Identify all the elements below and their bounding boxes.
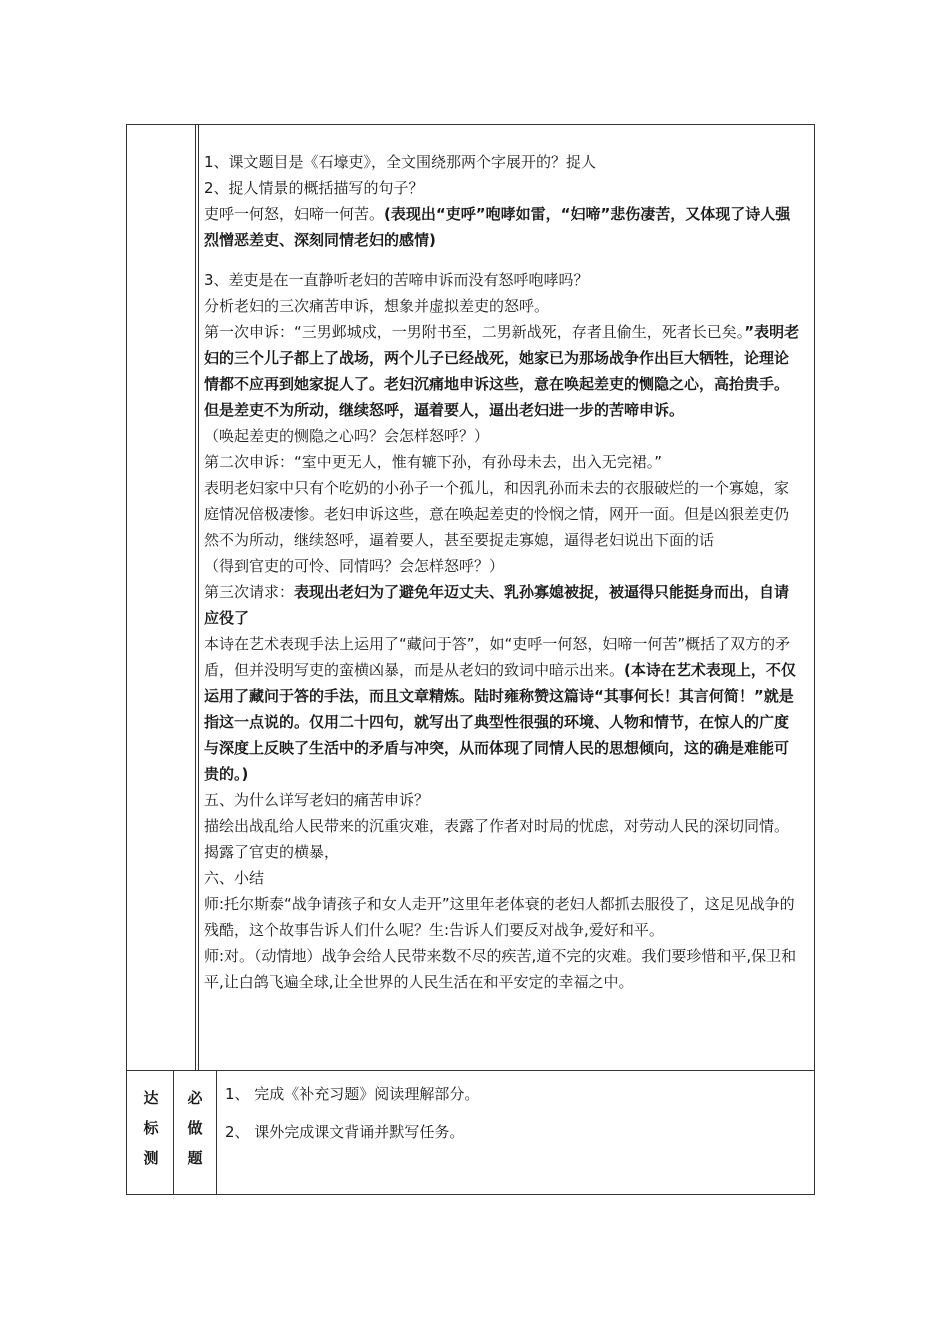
label-char: 做: [187, 1119, 203, 1137]
second-plea-analysis: 表明老妇家中只有个吃奶的小孙子一个孤儿，和因乳孙而未去的衣服破烂的一个寡媳，家庭情况倍极凄惨。老妇申诉这些，意在唤起差吏的怜悯之情，网开一面。但是凶狠差吏仍然不为所动，继续怒呼，逼着要人，甚至要捉走寡媳，逼得老妇说出下面的话: [204, 479, 790, 549]
label-char: 达: [143, 1089, 159, 1107]
first-plea-quote: 第一次申诉：“三男邺城戍，一男附书至，二男新战死，存者且偷生，死者长已矣。: [204, 323, 745, 341]
question-5: 五、为什么详写老妇的痛苦申诉？: [204, 791, 430, 809]
label-char: 测: [143, 1149, 159, 1167]
label-char: 题: [187, 1149, 203, 1167]
question-2: 2、捉人情景的概括描写的句子？: [204, 179, 424, 197]
third-plea: [204, 579, 802, 631]
question-3-intro: 分析老妇的三次痛苦申诉，想象并虚拟差吏的怒呼。: [204, 297, 550, 315]
question-3: 3、差吏是在一直静听老妇的苦啼申诉而没有怒呼咆哮吗？: [204, 271, 589, 289]
second-plea-quote: 第二次申诉：“室中更无人，惟有辘下孙，有孙母未去，出入无完裙。”: [204, 453, 663, 471]
summary-dialogue-2: 师:对。（动情地）战争会给人民带来数不尽的疾苦,道不完的灾难。我们要珍惜和平,保卫和平,让白鸽飞遍全球,让全世界的人民生活在和平安定的幸福之中。: [204, 947, 797, 991]
first-plea: [204, 319, 802, 423]
lesson-content: [204, 149, 802, 995]
question-1: 1、课文题目是《石壕吏》，全文围绕那两个字展开的？捉人: [204, 153, 597, 171]
art-analysis: [204, 631, 802, 787]
first-plea-question: （唤起差吏的恻隐之心吗？会怎样怒呼？）: [204, 427, 490, 445]
task-1: 1、 完成《补充习题》阅读理解部分。: [225, 1085, 480, 1103]
section-label-right: [175, 1083, 215, 1173]
required-tasks: [225, 1084, 805, 1160]
column-divider: [173, 1070, 174, 1195]
summary-dialogue-1: 师:托尔斯泰“战争请孩子和女人走开”这里年老体衰的老妇人都抓去服役了，这足见战争的残酷，这个故事告诉人们什么呢？生:告诉人们要反对战争,爱好和平。: [204, 895, 795, 939]
first-plea-analysis: ”表明老妇的三个儿子都上了战场，两个儿子已经战死，她家已为那场战争作出巨大牺牲，论理论情都不应再到她家捉人了。老妇沉痛地申诉这些，意在唤起差吏的恻隐之心，高抬贵手。但是差吏不为所动，继续怒呼，逼着要人，逼出老妇进一步的苦啼申诉。: [204, 323, 800, 419]
poem-quote: 吏呼一何怒，妇啼一何苦。: [204, 205, 385, 223]
column-divider: [216, 1070, 217, 1195]
row-divider: [126, 1070, 815, 1071]
label-char: 标: [143, 1119, 159, 1137]
third-plea-analysis: 表现出老妇为了避免年迈丈夫、乳孙寡媳被捉，被逼得只能挺身而出，自请应役了: [204, 583, 790, 627]
answer-5: 描绘出战乱给人民带来的沉重灾难，表露了作者对时局的忧虑，对劳动人民的深切同情。揭露了官吏的横暴，: [204, 817, 790, 861]
task-2: 2、 课外完成课文背诵并默写任务。: [225, 1123, 465, 1141]
answer-note: (表现出“吏呼”咆哮如雷，“妇啼”悲伤凄苦，又体现了诗人强烈憎恶差吏、深刻同情老妇的感情): [204, 205, 791, 249]
label-char: 必: [187, 1089, 203, 1107]
answer-2: [204, 201, 802, 253]
second-plea-question: （得到官吏的可怜、同情吗？会怎样怒呼？）: [204, 557, 505, 575]
art-text: 本诗在艺术表现手法上运用了“藏问于答”，如“吏呼一何怒，妇啼一何苦”概括了双方的矛盾，但并没明写吏的蛮横凶暴，而是从老妇的致词中暗示出来。: [204, 635, 791, 679]
section-6-heading: 六、小结: [204, 869, 265, 887]
column-divider: [195, 124, 196, 1070]
third-plea-label: 第三次请求：: [204, 583, 295, 601]
section-label-left: [131, 1083, 171, 1173]
art-note: (本诗在艺术表现上，不仅运用了藏问于答的手法，而且文章精炼。陆时雍称赞这篇诗“其事何长！其言何简！”就是指这一点说的。仅用二十四句，就写出了典型性很强的环境、人物和情节，在惊人的广度与深度上反映了生活中的矛盾与冲突，从而体现了同情人民的思想倾向，这的确是难能可贵的。): [204, 661, 796, 783]
column-divider: [198, 124, 199, 1070]
